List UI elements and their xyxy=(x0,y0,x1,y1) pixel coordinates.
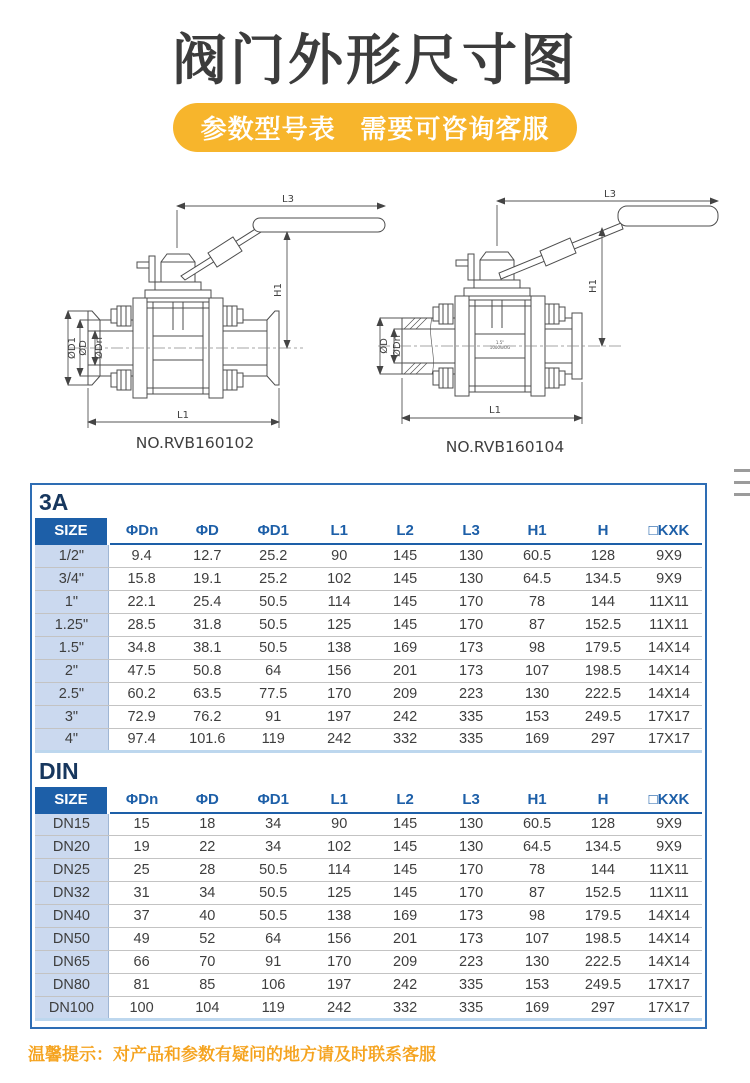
drawings-section xyxy=(0,0,750,480)
value-cell: 179.5 xyxy=(570,636,636,659)
dim-label-d: ØD xyxy=(379,338,390,354)
footer-note: 温馨提示：对产品和参数有疑问的地方请及时联系客服 xyxy=(28,1045,436,1064)
table-row xyxy=(35,882,702,905)
value-cell: 60.5 xyxy=(504,544,570,567)
value-cell: 102 xyxy=(306,567,372,590)
edge-dash xyxy=(734,481,750,484)
page-edge-dashes xyxy=(734,469,750,496)
value-cell: 145 xyxy=(372,836,438,859)
table-title-3a: 3A xyxy=(39,489,69,515)
value-cell: 91 xyxy=(240,705,306,728)
value-cell: 130 xyxy=(438,813,504,836)
value-cell: 173 xyxy=(438,928,504,951)
value-cell: 223 xyxy=(438,951,504,974)
value-cell: 170 xyxy=(438,590,504,613)
value-cell: 222.5 xyxy=(570,682,636,705)
valve-drawing-right xyxy=(370,186,750,464)
value-cell: 19 xyxy=(108,836,174,859)
value-cell: 223 xyxy=(438,682,504,705)
value-cell: 152.5 xyxy=(570,613,636,636)
value-cell: 335 xyxy=(438,728,504,751)
value-cell: 9X9 xyxy=(636,567,702,590)
value-cell: 17X17 xyxy=(636,974,702,997)
column-header: SIZE xyxy=(35,787,108,813)
value-cell: 119 xyxy=(240,997,306,1020)
value-cell: 34 xyxy=(240,836,306,859)
table-row xyxy=(35,997,702,1020)
column-header: □KXK xyxy=(636,787,702,813)
size-cell: DN80 xyxy=(35,974,108,997)
column-header: ΦDn xyxy=(108,518,174,544)
size-cell: DN32 xyxy=(35,882,108,905)
value-cell: 128 xyxy=(570,544,636,567)
value-cell: 128 xyxy=(570,813,636,836)
column-header: L3 xyxy=(438,787,504,813)
size-cell: DN65 xyxy=(35,951,108,974)
dim-label-d1: ØD1 xyxy=(67,337,78,359)
size-cell: 1" xyxy=(35,590,108,613)
value-cell: 11X11 xyxy=(636,882,702,905)
banner-text: 参数型号表 需要可咨询客服 xyxy=(200,114,550,144)
size-cell: 3/4" xyxy=(35,567,108,590)
dim-label-h1: H1 xyxy=(588,279,599,293)
value-cell: 14X14 xyxy=(636,636,702,659)
column-header: L1 xyxy=(306,518,372,544)
dim-label-l1: L1 xyxy=(489,405,501,416)
value-cell: 138 xyxy=(306,636,372,659)
value-cell: 50.5 xyxy=(240,590,306,613)
value-cell: 145 xyxy=(372,544,438,567)
value-cell: 201 xyxy=(372,928,438,951)
size-cell: 3" xyxy=(35,705,108,728)
value-cell: 34 xyxy=(174,882,240,905)
value-cell: 101.6 xyxy=(174,728,240,751)
value-cell: 145 xyxy=(372,613,438,636)
value-cell: 145 xyxy=(372,567,438,590)
stem-assembly xyxy=(137,254,211,298)
value-cell: 76.2 xyxy=(174,705,240,728)
value-cell: 107 xyxy=(504,928,570,951)
value-cell: 50.5 xyxy=(240,636,306,659)
value-cell: 107 xyxy=(504,659,570,682)
value-cell: 169 xyxy=(372,905,438,928)
value-cell: 98 xyxy=(504,636,570,659)
edge-dash xyxy=(734,469,750,472)
value-cell: 12.7 xyxy=(174,544,240,567)
column-header: H1 xyxy=(504,787,570,813)
spec-table-3a xyxy=(35,518,702,753)
value-cell: 114 xyxy=(306,590,372,613)
model-number-left: NO.RVB160102 xyxy=(135,434,255,452)
value-cell: 130 xyxy=(504,682,570,705)
size-cell: 1.25" xyxy=(35,613,108,636)
value-cell: 9X9 xyxy=(636,836,702,859)
column-header: ΦD xyxy=(174,518,240,544)
value-cell: 169 xyxy=(504,728,570,751)
dim-label-h1: H1 xyxy=(273,283,284,297)
spec-tables-panel xyxy=(30,483,707,1029)
value-cell: 14X14 xyxy=(636,682,702,705)
value-cell: 169 xyxy=(372,636,438,659)
table-row xyxy=(35,613,702,636)
model-number-right: NO.RVB160104 xyxy=(445,438,565,456)
value-cell: 17X17 xyxy=(636,728,702,751)
value-cell: 170 xyxy=(306,951,372,974)
value-cell: 297 xyxy=(570,997,636,1020)
table-row xyxy=(35,659,702,682)
value-cell: 242 xyxy=(372,705,438,728)
value-cell: 37 xyxy=(108,905,174,928)
value-cell: 22 xyxy=(174,836,240,859)
edge-dash xyxy=(734,493,750,496)
value-cell: 60.5 xyxy=(504,813,570,836)
value-cell: 87 xyxy=(504,613,570,636)
table-row xyxy=(35,682,702,705)
value-cell: 156 xyxy=(306,928,372,951)
value-cell: 179.5 xyxy=(570,905,636,928)
value-cell: 198.5 xyxy=(570,928,636,951)
value-cell: 50.5 xyxy=(240,613,306,636)
value-cell: 50.8 xyxy=(174,659,240,682)
table-row xyxy=(35,859,702,882)
value-cell: 97.4 xyxy=(108,728,174,751)
size-cell: 2" xyxy=(35,659,108,682)
column-header: SIZE xyxy=(35,518,108,544)
value-cell: 130 xyxy=(438,567,504,590)
value-cell: 145 xyxy=(372,590,438,613)
value-cell: 335 xyxy=(438,974,504,997)
column-header: ΦD xyxy=(174,787,240,813)
value-cell: 87 xyxy=(504,882,570,905)
value-cell: 9.4 xyxy=(108,544,174,567)
value-cell: 28.5 xyxy=(108,613,174,636)
value-cell: 145 xyxy=(372,813,438,836)
value-cell: 66 xyxy=(108,951,174,974)
column-header: □KXK xyxy=(636,518,702,544)
size-cell: DN100 xyxy=(35,997,108,1020)
spec-table-din xyxy=(35,787,702,1022)
value-cell: 125 xyxy=(306,613,372,636)
value-cell: 34.8 xyxy=(108,636,174,659)
value-cell: 11X11 xyxy=(636,613,702,636)
value-cell: 134.5 xyxy=(570,836,636,859)
value-cell: 153 xyxy=(504,705,570,728)
value-cell: 119 xyxy=(240,728,306,751)
size-cell: 1.5" xyxy=(35,636,108,659)
value-cell: 335 xyxy=(438,997,504,1020)
value-cell: 14X14 xyxy=(636,659,702,682)
value-cell: 25.2 xyxy=(240,544,306,567)
size-cell: DN40 xyxy=(35,905,108,928)
value-cell: 9X9 xyxy=(636,813,702,836)
dim-label-l1: L1 xyxy=(177,410,189,421)
table-row xyxy=(35,836,702,859)
value-cell: 106 xyxy=(240,974,306,997)
value-cell: 11X11 xyxy=(636,590,702,613)
table-title-din: DIN xyxy=(39,757,79,784)
value-cell: 47.5 xyxy=(108,659,174,682)
dim-label-l3: L3 xyxy=(282,194,294,205)
value-cell: 17X17 xyxy=(636,705,702,728)
value-cell: 125 xyxy=(306,882,372,905)
column-header: L3 xyxy=(438,518,504,544)
value-cell: 25 xyxy=(108,859,174,882)
value-cell: 64.5 xyxy=(504,567,570,590)
column-header: ΦDn xyxy=(108,787,174,813)
column-header: ΦD1 xyxy=(240,518,306,544)
value-cell: 173 xyxy=(438,659,504,682)
value-cell: 198.5 xyxy=(570,659,636,682)
value-cell: 130 xyxy=(504,951,570,974)
value-cell: 145 xyxy=(372,859,438,882)
value-cell: 209 xyxy=(372,951,438,974)
dim-label-d: ØD xyxy=(78,340,89,356)
value-cell: 15.8 xyxy=(108,567,174,590)
value-cell: 14X14 xyxy=(636,951,702,974)
value-cell: 40 xyxy=(174,905,240,928)
page-title: 阀门外形尺寸图 xyxy=(171,29,578,91)
column-header: H xyxy=(570,787,636,813)
table-row xyxy=(35,636,702,659)
value-cell: 85 xyxy=(174,974,240,997)
value-cell: 170 xyxy=(438,882,504,905)
value-cell: 98 xyxy=(504,905,570,928)
value-cell: 222.5 xyxy=(570,951,636,974)
dim-label-dn: ØDn xyxy=(94,337,105,359)
value-cell: 50.5 xyxy=(240,905,306,928)
size-cell: DN25 xyxy=(35,859,108,882)
table-row xyxy=(35,813,702,836)
value-cell: 25.2 xyxy=(240,567,306,590)
value-cell: 9X9 xyxy=(636,544,702,567)
column-header: H xyxy=(570,518,636,544)
value-cell: 156 xyxy=(306,659,372,682)
value-cell: 144 xyxy=(570,859,636,882)
table-row xyxy=(35,590,702,613)
value-cell: 81 xyxy=(108,974,174,997)
dim-label-l3: L3 xyxy=(604,189,616,200)
body-marking-size: 1.5" xyxy=(495,340,505,345)
size-cell: 2.5" xyxy=(35,682,108,705)
value-cell: 209 xyxy=(372,682,438,705)
value-cell: 169 xyxy=(504,997,570,1020)
valve-drawing-left xyxy=(55,190,390,458)
value-cell: 22.1 xyxy=(108,590,174,613)
value-cell: 332 xyxy=(372,728,438,751)
column-header: H1 xyxy=(504,518,570,544)
value-cell: 130 xyxy=(438,544,504,567)
value-cell: 64 xyxy=(240,928,306,951)
handle xyxy=(499,206,718,279)
value-cell: 64 xyxy=(240,659,306,682)
value-cell: 134.5 xyxy=(570,567,636,590)
value-cell: 60.2 xyxy=(108,682,174,705)
table-row xyxy=(35,544,702,567)
value-cell: 104 xyxy=(174,997,240,1020)
value-cell: 145 xyxy=(372,882,438,905)
value-cell: 170 xyxy=(306,682,372,705)
value-cell: 90 xyxy=(306,813,372,836)
value-cell: 170 xyxy=(438,613,504,636)
value-cell: 201 xyxy=(372,659,438,682)
value-cell: 17X17 xyxy=(636,997,702,1020)
size-cell: DN15 xyxy=(35,813,108,836)
body-marking-rating: 1000WOG xyxy=(489,345,511,350)
value-cell: 297 xyxy=(570,728,636,751)
value-cell: 153 xyxy=(504,974,570,997)
value-cell: 14X14 xyxy=(636,905,702,928)
table-row xyxy=(35,951,702,974)
value-cell: 77.5 xyxy=(240,682,306,705)
value-cell: 152.5 xyxy=(570,882,636,905)
table-row xyxy=(35,705,702,728)
value-cell: 335 xyxy=(438,705,504,728)
value-cell: 242 xyxy=(306,728,372,751)
value-cell: 249.5 xyxy=(570,974,636,997)
value-cell: 114 xyxy=(306,859,372,882)
column-header: L2 xyxy=(372,787,438,813)
size-cell: DN20 xyxy=(35,836,108,859)
value-cell: 249.5 xyxy=(570,705,636,728)
column-header: L2 xyxy=(372,518,438,544)
value-cell: 197 xyxy=(306,705,372,728)
table-row xyxy=(35,974,702,997)
column-header: ΦD1 xyxy=(240,787,306,813)
table-row xyxy=(35,567,702,590)
value-cell: 25.4 xyxy=(174,590,240,613)
value-cell: 19.1 xyxy=(174,567,240,590)
size-cell: 1/2" xyxy=(35,544,108,567)
value-cell: 50.5 xyxy=(240,882,306,905)
value-cell: 64.5 xyxy=(504,836,570,859)
value-cell: 100 xyxy=(108,997,174,1020)
value-cell: 332 xyxy=(372,997,438,1020)
value-cell: 173 xyxy=(438,636,504,659)
value-cell: 18 xyxy=(174,813,240,836)
value-cell: 78 xyxy=(504,590,570,613)
value-cell: 49 xyxy=(108,928,174,951)
value-cell: 34 xyxy=(240,813,306,836)
value-cell: 78 xyxy=(504,859,570,882)
header-row xyxy=(35,518,702,544)
size-cell: 4" xyxy=(35,728,108,751)
column-header: L1 xyxy=(306,787,372,813)
header-row xyxy=(35,787,702,813)
value-cell: 102 xyxy=(306,836,372,859)
value-cell: 173 xyxy=(438,905,504,928)
table-row xyxy=(35,728,702,751)
value-cell: 70 xyxy=(174,951,240,974)
dim-label-dn: ØDn xyxy=(392,335,403,357)
value-cell: 197 xyxy=(306,974,372,997)
value-cell: 242 xyxy=(372,974,438,997)
value-cell: 15 xyxy=(108,813,174,836)
stem-assembly xyxy=(456,252,530,296)
value-cell: 11X11 xyxy=(636,859,702,882)
value-cell: 144 xyxy=(570,590,636,613)
value-cell: 50.5 xyxy=(240,859,306,882)
value-cell: 31 xyxy=(108,882,174,905)
value-cell: 52 xyxy=(174,928,240,951)
value-cell: 91 xyxy=(240,951,306,974)
value-cell: 90 xyxy=(306,544,372,567)
value-cell: 38.1 xyxy=(174,636,240,659)
value-cell: 14X14 xyxy=(636,928,702,951)
handle xyxy=(181,218,385,280)
value-cell: 72.9 xyxy=(108,705,174,728)
value-cell: 242 xyxy=(306,997,372,1020)
value-cell: 130 xyxy=(438,836,504,859)
value-cell: 138 xyxy=(306,905,372,928)
table-row xyxy=(35,905,702,928)
size-cell: DN50 xyxy=(35,928,108,951)
value-cell: 31.8 xyxy=(174,613,240,636)
value-cell: 63.5 xyxy=(174,682,240,705)
table-row xyxy=(35,928,702,951)
value-cell: 170 xyxy=(438,859,504,882)
value-cell: 28 xyxy=(174,859,240,882)
